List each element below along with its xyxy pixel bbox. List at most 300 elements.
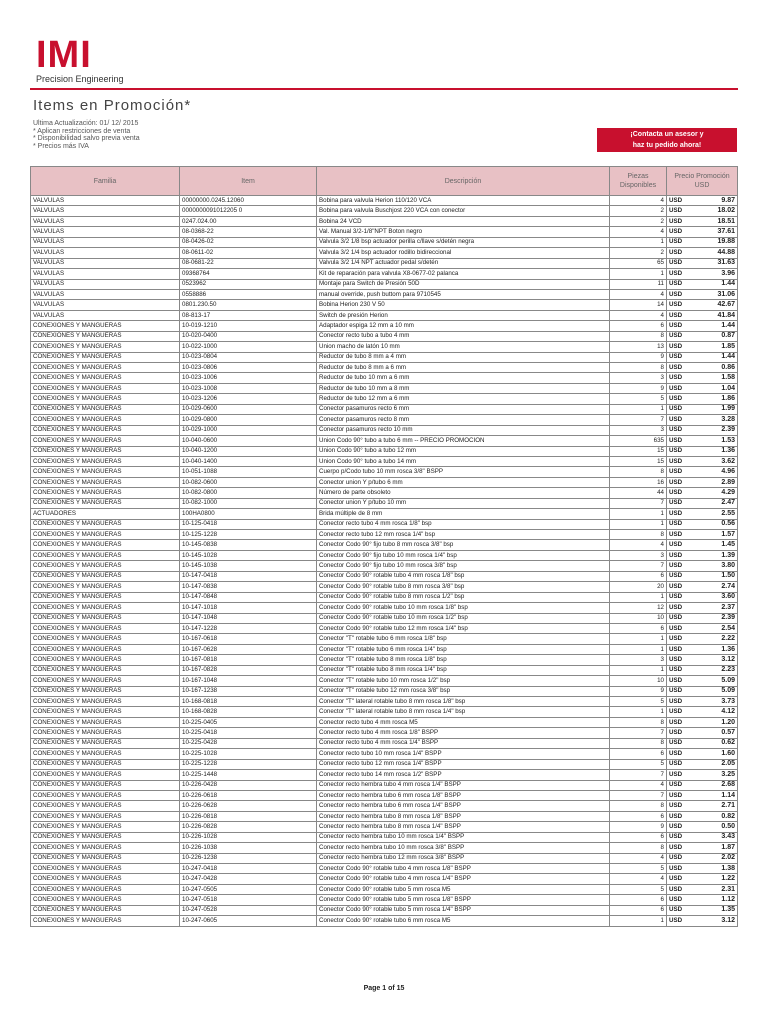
cell-familia: CONEXIONES Y MANGUERAS <box>31 686 180 696</box>
cell-currency: USD <box>667 582 689 592</box>
cell-item: 10-145-1038 <box>180 561 317 571</box>
cell-piezas: 44 <box>610 488 667 498</box>
header-divider <box>30 88 738 90</box>
cell-piezas: 635 <box>610 436 667 446</box>
table-row <box>31 582 738 592</box>
cell-descripcion: Conector recto hembra tubo 6 mm rosca 1/8" BSPP <box>317 790 610 800</box>
cell-familia: CONEXIONES Y MANGUERAS <box>31 790 180 800</box>
cell-piezas: 1 <box>610 634 667 644</box>
cell-item: 10-029-0800 <box>180 415 317 425</box>
cell-item: 10-225-0418 <box>180 728 317 738</box>
cell-currency: USD <box>667 603 689 613</box>
cell-item: 10-226-0818 <box>180 811 317 821</box>
contact-line-2: haz tu pedido ahora! <box>632 142 702 149</box>
header-precio: Precio Promoción USD <box>667 167 738 196</box>
cell-precio: 2.02 <box>689 853 738 863</box>
cell-descripcion: Conector recto tubo 4 mm rosca M5 <box>317 717 610 727</box>
cell-descripcion: Valvula 3/2 1/4 NPT actuador pedal s/detén <box>317 258 610 268</box>
cell-descripcion: Conector Codo 90° rotable tubo 4 mm rosca 1/8" BSPP <box>317 864 610 874</box>
cell-familia: CONEXIONES Y MANGUERAS <box>31 832 180 842</box>
cell-currency: USD <box>667 446 689 456</box>
cell-familia: CONEXIONES Y MANGUERAS <box>31 613 180 623</box>
cell-descripcion: Cuerpo p/Codo tubo 10 mm rosca 3/8" BSPP <box>317 467 610 477</box>
brand-subtitle: Precision Engineering <box>36 74 124 84</box>
cell-familia: CONEXIONES Y MANGUERAS <box>31 456 180 466</box>
cell-piezas: 5 <box>610 884 667 894</box>
cell-familia: VALVULAS <box>31 216 180 226</box>
cell-item: 10-167-1238 <box>180 686 317 696</box>
cell-precio: 2.23 <box>689 665 738 675</box>
cell-descripcion: Conector Codo 90° rotable tubo 10 mm rosca 1/8" bsp <box>317 603 610 613</box>
cell-familia: CONEXIONES Y MANGUERAS <box>31 665 180 675</box>
cell-precio: 1.57 <box>689 530 738 540</box>
table-row <box>31 321 738 331</box>
cell-familia: CONEXIONES Y MANGUERAS <box>31 644 180 654</box>
cell-currency: USD <box>667 780 689 790</box>
cell-currency: USD <box>667 488 689 498</box>
cell-piezas: 9 <box>610 822 667 832</box>
cell-piezas: 4 <box>610 540 667 550</box>
cell-descripcion: Conector recto tubo 4 mm rosca 1/4" BSPP <box>317 738 610 748</box>
cell-currency: USD <box>667 279 689 289</box>
cell-piezas: 1 <box>610 707 667 717</box>
cell-precio: 1.12 <box>689 895 738 905</box>
cell-piezas: 6 <box>610 832 667 842</box>
cell-descripcion: Kit de reparación para valvula X8-0677-02 palanca <box>317 269 610 279</box>
cell-descripcion: Conector "T" rotable tubo 12 mm rosca 3/8" bsp <box>317 686 610 696</box>
cell-item: 10-167-0618 <box>180 634 317 644</box>
cell-descripcion: Conector recto tubo 12 mm rosca 1/4" bsp <box>317 530 610 540</box>
table-row <box>31 571 738 581</box>
cell-piezas: 6 <box>610 905 667 915</box>
cell-descripcion: Conector recto tubo 12 mm rosca 1/4" BSPP <box>317 759 610 769</box>
table-row <box>31 488 738 498</box>
cell-precio: 1.58 <box>689 373 738 383</box>
cell-familia: CONEXIONES Y MANGUERAS <box>31 853 180 863</box>
cell-item: 10-226-0628 <box>180 801 317 811</box>
cell-currency: USD <box>667 248 689 258</box>
cell-item: 10-226-0428 <box>180 780 317 790</box>
cell-currency: USD <box>667 530 689 540</box>
table-row <box>31 394 738 404</box>
table-row <box>31 561 738 571</box>
cell-precio: 2.55 <box>689 509 738 519</box>
cell-precio: 1.22 <box>689 874 738 884</box>
cell-piezas: 12 <box>610 603 667 613</box>
cell-currency: USD <box>667 843 689 853</box>
cell-currency: USD <box>667 436 689 446</box>
cell-item: 10-226-1028 <box>180 832 317 842</box>
cell-currency: USD <box>667 383 689 393</box>
cell-piezas: 1 <box>610 644 667 654</box>
page-title: Items en Promoción* <box>33 97 192 114</box>
cell-currency: USD <box>667 707 689 717</box>
cell-descripcion: Valvula 3/2 1/4 bsp actuador rodillo bidireccional <box>317 248 610 258</box>
cell-currency: USD <box>667 895 689 905</box>
cell-piezas: 7 <box>610 561 667 571</box>
cell-familia: CONEXIONES Y MANGUERAS <box>31 394 180 404</box>
cell-piezas: 4 <box>610 227 667 237</box>
cell-piezas: 3 <box>610 425 667 435</box>
cell-currency: USD <box>667 905 689 915</box>
table-row <box>31 707 738 717</box>
cell-familia: CONEXIONES Y MANGUERAS <box>31 811 180 821</box>
cell-precio: 0.82 <box>689 811 738 821</box>
table-row <box>31 530 738 540</box>
cell-piezas: 15 <box>610 456 667 466</box>
cell-familia: VALVULAS <box>31 258 180 268</box>
cell-familia: CONEXIONES Y MANGUERAS <box>31 383 180 393</box>
cell-familia: CONEXIONES Y MANGUERAS <box>31 749 180 759</box>
cell-piezas: 6 <box>610 895 667 905</box>
cell-familia: CONEXIONES Y MANGUERAS <box>31 331 180 341</box>
cell-descripcion: Switch de presión Herion <box>317 310 610 320</box>
cell-familia: VALVULAS <box>31 206 180 216</box>
cell-currency: USD <box>667 697 689 707</box>
cell-currency: USD <box>667 310 689 320</box>
cell-item: 10-247-0528 <box>180 905 317 915</box>
table-row <box>31 237 738 247</box>
cell-piezas: 8 <box>610 843 667 853</box>
cell-familia: CONEXIONES Y MANGUERAS <box>31 373 180 383</box>
cell-piezas: 8 <box>610 717 667 727</box>
table-row <box>31 258 738 268</box>
cell-precio: 1.38 <box>689 864 738 874</box>
cell-precio: 44.88 <box>689 248 738 258</box>
cell-familia: CONEXIONES Y MANGUERAS <box>31 884 180 894</box>
cell-currency: USD <box>667 237 689 247</box>
cell-familia: CONEXIONES Y MANGUERAS <box>31 843 180 853</box>
cell-precio: 1.20 <box>689 717 738 727</box>
table-row <box>31 697 738 707</box>
cell-precio: 1.44 <box>689 279 738 289</box>
cell-item: 0000000091012205 0 <box>180 206 317 216</box>
cell-precio: 3.62 <box>689 456 738 466</box>
cell-precio: 1.50 <box>689 571 738 581</box>
cell-item: 10-023-0806 <box>180 363 317 373</box>
cell-item: 08-0368-22 <box>180 227 317 237</box>
cell-familia: CONEXIONES Y MANGUERAS <box>31 822 180 832</box>
cell-precio: 1.04 <box>689 383 738 393</box>
cell-descripcion: Conector recto tubo 10 mm rosca 1/4" BSPP <box>317 749 610 759</box>
table-row <box>31 206 738 216</box>
cell-item: 10-247-0518 <box>180 895 317 905</box>
cell-descripcion: Conector pasamuros recto 8 mm <box>317 415 610 425</box>
cell-familia: VALVULAS <box>31 237 180 247</box>
cell-descripcion: Bobina para valvula Buschjost 220 VCA con conector <box>317 206 610 216</box>
cell-item: 0523962 <box>180 279 317 289</box>
cell-piezas: 6 <box>610 811 667 821</box>
notes <box>33 120 140 150</box>
header-piezas: Piezas Disponibles <box>610 167 667 196</box>
cell-currency: USD <box>667 561 689 571</box>
cell-descripcion: Union Codo 90° tubo a tubo 6 mm -- PRECIO PROMOCION <box>317 436 610 446</box>
cell-precio: 2.05 <box>689 759 738 769</box>
cell-currency: USD <box>667 550 689 560</box>
cell-descripcion: Conector "T" rotable tubo 10 mm rosca 1/2" bsp <box>317 676 610 686</box>
cell-piezas: 5 <box>610 394 667 404</box>
cell-currency: USD <box>667 592 689 602</box>
cell-item: 10-040-1200 <box>180 446 317 456</box>
cell-currency: USD <box>667 373 689 383</box>
cell-piezas: 1 <box>610 916 667 926</box>
cell-descripcion: Conector Codo 90° rotable tubo 8 mm rosca 1/2" bsp <box>317 592 610 602</box>
cell-familia: CONEXIONES Y MANGUERAS <box>31 425 180 435</box>
cell-piezas: 4 <box>610 874 667 884</box>
cell-precio: 1.99 <box>689 404 738 414</box>
cell-item: 0801.230.50 <box>180 300 317 310</box>
cell-descripcion: Conector recto hembra tubo 12 mm rosca 3/8" BSPP <box>317 853 610 863</box>
cell-currency: USD <box>667 227 689 237</box>
cell-descripcion: Union Codo 90° tubo a tubo 12 mm <box>317 446 610 456</box>
table-row <box>31 331 738 341</box>
cell-piezas: 9 <box>610 352 667 362</box>
table-row <box>31 790 738 800</box>
cell-item: 10-167-0828 <box>180 665 317 675</box>
cell-familia: CONEXIONES Y MANGUERAS <box>31 519 180 529</box>
cell-precio: 18.02 <box>689 206 738 216</box>
cell-item: 10-225-0405 <box>180 717 317 727</box>
cell-item: 10-225-1448 <box>180 770 317 780</box>
cell-precio: 37.61 <box>689 227 738 237</box>
cell-familia: CONEXIONES Y MANGUERAS <box>31 759 180 769</box>
table-row <box>31 864 738 874</box>
table-row <box>31 728 738 738</box>
cell-familia: CONEXIONES Y MANGUERAS <box>31 540 180 550</box>
cell-precio: 9.87 <box>689 196 738 206</box>
cell-precio: 2.54 <box>689 623 738 633</box>
cell-descripcion: Conector pasamuros recto 6 mm <box>317 404 610 414</box>
cell-currency: USD <box>667 634 689 644</box>
cell-precio: 1.60 <box>689 749 738 759</box>
cell-currency: USD <box>667 884 689 894</box>
cell-descripcion: Bobina 24 VCD <box>317 216 610 226</box>
table-row <box>31 289 738 299</box>
cell-familia: VALVULAS <box>31 227 180 237</box>
cell-descripcion: Conector Codo 90° rotable tubo 4 mm rosca 1/8" bsp <box>317 571 610 581</box>
cell-piezas: 4 <box>610 853 667 863</box>
cell-familia: CONEXIONES Y MANGUERAS <box>31 477 180 487</box>
table-row <box>31 749 738 759</box>
table-row <box>31 477 738 487</box>
table-row <box>31 665 738 675</box>
cell-item: 100HA0800 <box>180 509 317 519</box>
cell-currency: USD <box>667 864 689 874</box>
cell-item: 10-147-1228 <box>180 623 317 633</box>
cell-currency: USD <box>667 665 689 675</box>
cell-familia: CONEXIONES Y MANGUERAS <box>31 916 180 926</box>
cell-descripcion: Conector Codo 90° fijo tubo 10 mm rosca 1/4" bsp <box>317 550 610 560</box>
cell-piezas: 1 <box>610 519 667 529</box>
cell-currency: USD <box>667 717 689 727</box>
cell-item: 10-147-0838 <box>180 582 317 592</box>
cell-item: 10-225-1028 <box>180 749 317 759</box>
cell-precio: 2.39 <box>689 613 738 623</box>
cell-item: 10-125-0418 <box>180 519 317 529</box>
header-item: Item <box>180 167 317 196</box>
cell-currency: USD <box>667 258 689 268</box>
cell-descripcion: Conector "T" lateral rotable tubo 8 mm rosca 1/8" bsp <box>317 697 610 707</box>
cell-precio: 0.87 <box>689 331 738 341</box>
cell-precio: 31.63 <box>689 258 738 268</box>
cell-precio: 2.31 <box>689 884 738 894</box>
table-row <box>31 916 738 926</box>
cell-currency: USD <box>667 540 689 550</box>
cell-descripcion: Conector "T" rotable tubo 8 mm rosca 1/8" bsp <box>317 655 610 665</box>
brand-name: IMI <box>36 34 92 76</box>
cell-currency: USD <box>667 801 689 811</box>
cell-familia: ACTUADORES <box>31 509 180 519</box>
cell-familia: CONEXIONES Y MANGUERAS <box>31 895 180 905</box>
cell-familia: VALVULAS <box>31 310 180 320</box>
cell-descripcion: Brida múltiple de 8 mm <box>317 509 610 519</box>
table-row <box>31 310 738 320</box>
cell-item: 10-147-0418 <box>180 571 317 581</box>
cell-precio: 2.37 <box>689 603 738 613</box>
table-row <box>31 436 738 446</box>
cell-item: 10-168-0818 <box>180 697 317 707</box>
table-row <box>31 770 738 780</box>
cell-descripcion: Conector recto hembra tubo 6 mm rosca 1/4" BSPP <box>317 801 610 811</box>
cell-item: 00000000.0245.12060 <box>180 196 317 206</box>
cell-currency: USD <box>667 300 689 310</box>
cell-precio: 3.12 <box>689 916 738 926</box>
table-row <box>31 446 738 456</box>
cell-familia: VALVULAS <box>31 269 180 279</box>
cell-piezas: 20 <box>610 582 667 592</box>
cell-piezas: 8 <box>610 801 667 811</box>
cell-piezas: 8 <box>610 530 667 540</box>
cell-precio: 1.87 <box>689 843 738 853</box>
cell-precio: 0.62 <box>689 738 738 748</box>
cell-item: 10-225-1228 <box>180 759 317 769</box>
cell-piezas: 7 <box>610 498 667 508</box>
cell-descripcion: Conector Codo 90° rotable tubo 10 mm rosca 1/2" bsp <box>317 613 610 623</box>
cell-familia: CONEXIONES Y MANGUERAS <box>31 676 180 686</box>
table-row <box>31 498 738 508</box>
cell-precio: 1.85 <box>689 342 738 352</box>
cell-precio: 41.84 <box>689 310 738 320</box>
cell-item: 10-019-1210 <box>180 321 317 331</box>
cell-piezas: 9 <box>610 686 667 696</box>
cell-precio: 3.28 <box>689 415 738 425</box>
cell-item: 09368764 <box>180 269 317 279</box>
cell-precio: 3.60 <box>689 592 738 602</box>
cell-piezas: 10 <box>610 676 667 686</box>
cell-piezas: 1 <box>610 592 667 602</box>
cell-piezas: 1 <box>610 509 667 519</box>
cell-item: 10-040-1400 <box>180 456 317 466</box>
cell-item: 10-145-1028 <box>180 550 317 560</box>
table-row <box>31 373 738 383</box>
cell-currency: USD <box>667 216 689 226</box>
cell-precio: 3.12 <box>689 655 738 665</box>
table-row <box>31 874 738 884</box>
cell-currency: USD <box>667 467 689 477</box>
cell-currency: USD <box>667 759 689 769</box>
cell-precio: 0.50 <box>689 822 738 832</box>
contact-line-1: ¡Contacta un asesor y <box>630 131 704 138</box>
cell-descripcion: Conector Codo 90° rotable tubo 12 mm rosca 1/4" bsp <box>317 623 610 633</box>
cell-item: 10-082-1000 <box>180 498 317 508</box>
cell-descripcion: Conector recto tubo 14 mm rosca 1/2" BSPP <box>317 770 610 780</box>
cell-descripcion: Reductor de tubo 10 mm a 8 mm <box>317 383 610 393</box>
cell-currency: USD <box>667 456 689 466</box>
cell-familia: CONEXIONES Y MANGUERAS <box>31 561 180 571</box>
cell-currency: USD <box>667 853 689 863</box>
update-date: Ultima Actualización: 01/ 12/ 2015 <box>33 120 139 127</box>
table-row <box>31 550 738 560</box>
cell-piezas: 2 <box>610 206 667 216</box>
cell-familia: CONEXIONES Y MANGUERAS <box>31 498 180 508</box>
cell-descripcion: Conector Codo 90° rotable tubo 6 mm rosca M5 <box>317 916 610 926</box>
cell-familia: CONEXIONES Y MANGUERAS <box>31 342 180 352</box>
cell-precio: 1.36 <box>689 644 738 654</box>
cell-item: 10-029-1000 <box>180 425 317 435</box>
cell-item: 0558886 <box>180 289 317 299</box>
table-row <box>31 415 738 425</box>
cell-currency: USD <box>667 289 689 299</box>
cell-familia: VALVULAS <box>31 279 180 289</box>
cell-descripcion: Bobina Herion 230 V 50 <box>317 300 610 310</box>
cell-precio: 3.73 <box>689 697 738 707</box>
cell-precio: 3.25 <box>689 770 738 780</box>
cell-piezas: 14 <box>610 300 667 310</box>
cell-currency: USD <box>667 352 689 362</box>
cell-precio: 1.14 <box>689 790 738 800</box>
cell-currency: USD <box>667 916 689 926</box>
cell-precio: 1.36 <box>689 446 738 456</box>
cell-currency: USD <box>667 571 689 581</box>
cell-currency: USD <box>667 404 689 414</box>
cell-familia: CONEXIONES Y MANGUERAS <box>31 603 180 613</box>
table-row <box>31 279 738 289</box>
table-row <box>31 509 738 519</box>
table-row <box>31 248 738 258</box>
cell-item: 10-023-1206 <box>180 394 317 404</box>
cell-familia: CONEXIONES Y MANGUERAS <box>31 415 180 425</box>
cell-piezas: 4 <box>610 196 667 206</box>
cell-familia: CONEXIONES Y MANGUERAS <box>31 738 180 748</box>
cell-item: 10-023-0804 <box>180 352 317 362</box>
cell-currency: USD <box>667 498 689 508</box>
cell-descripcion: Conector Codo 90° fijo tubo 8 mm rosca 3/8" bsp <box>317 540 610 550</box>
cell-familia: CONEXIONES Y MANGUERAS <box>31 655 180 665</box>
cell-familia: VALVULAS <box>31 289 180 299</box>
cell-precio: 1.53 <box>689 436 738 446</box>
cell-item: 10-147-1018 <box>180 603 317 613</box>
cell-precio: 4.12 <box>689 707 738 717</box>
cell-item: 08-0611-02 <box>180 248 317 258</box>
cell-item: 10-023-1008 <box>180 383 317 393</box>
cell-descripcion: manual override, push buttom para 9710545 <box>317 289 610 299</box>
note-iva: * Precios más IVA <box>33 142 89 150</box>
table-row <box>31 686 738 696</box>
cell-currency: USD <box>667 613 689 623</box>
cell-familia: CONEXIONES Y MANGUERAS <box>31 467 180 477</box>
contact-advisor-button[interactable] <box>597 128 737 152</box>
cell-item: 10-226-0618 <box>180 790 317 800</box>
cell-descripcion: Conector recto hembra tubo 8 mm rosca 1/4" BSPP <box>317 822 610 832</box>
cell-descripcion: Conector Codo 90° fijo tubo 10 mm rosca 3/8" bsp <box>317 561 610 571</box>
cell-descripcion: Conector "T" lateral rotable tubo 8 mm rosca 1/4" bsp <box>317 707 610 717</box>
page-number: Page 1 of 15 <box>363 985 405 992</box>
promo-items-table <box>30 166 738 927</box>
table-row <box>31 655 738 665</box>
cell-piezas: 8 <box>610 738 667 748</box>
cell-precio: 1.45 <box>689 540 738 550</box>
cell-precio: 4.96 <box>689 467 738 477</box>
